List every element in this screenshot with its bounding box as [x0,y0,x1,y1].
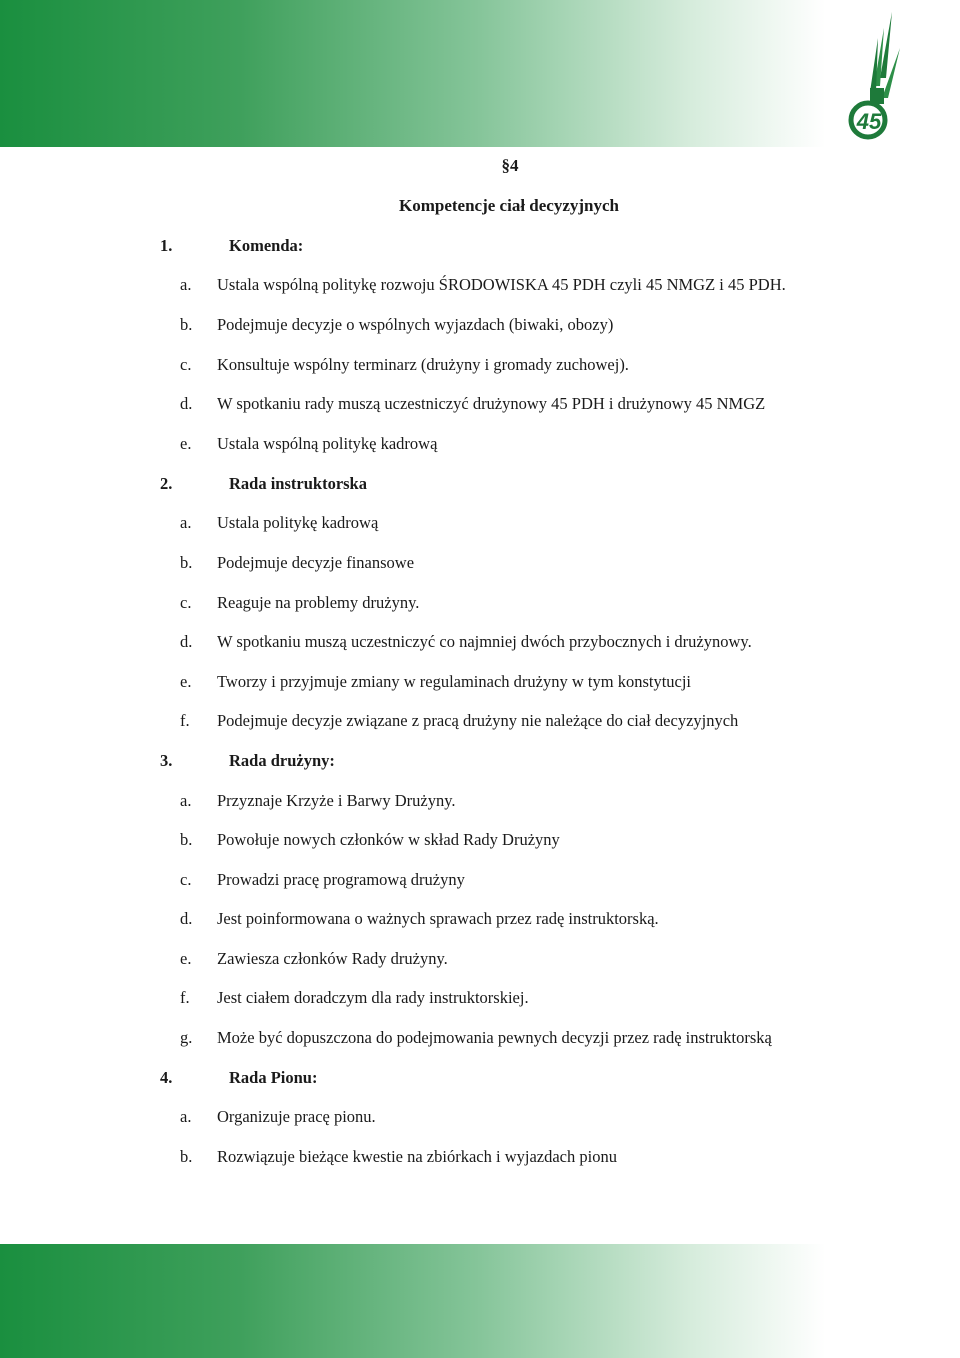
item-letter: d. [180,632,193,651]
item-letter: b. [180,830,193,849]
item-letter: a. [180,513,192,532]
item-text: Ustala wspólną politykę rozwoju ŚRODOWISKA 45 PDH czyli 45 NMGZ i 45 PDH. [217,275,786,294]
item-letter: c. [180,355,192,374]
item-letter: f. [180,711,190,730]
item-text: W spotkaniu rady muszą uczestniczyć drużynowy 45 PDH i drużynowy 45 NMGZ [217,394,766,413]
list-heading-text: Komenda: [229,236,304,255]
item-letter: b. [180,315,193,334]
item-text: Ustala wspólną politykę kadrową [217,434,438,453]
item-text: Ustala politykę kadrową [217,513,379,532]
item-text: Podejmuje decyzje finansowe [217,553,415,572]
list-heading-text: Rada drużyny: [229,751,335,770]
item-letter: c. [180,593,192,612]
footer-band [0,1244,960,1358]
item-text: Reaguje na problemy drużyny. [217,593,420,612]
section-title: Kompetencje ciał decyzyjnych [399,196,619,215]
list-number: 2. [160,474,173,493]
item-letter: b. [180,1147,193,1166]
organization-logo [840,8,910,140]
item-text: Rozwiązuje bieżące kwestie na zbiórkach i wyjazdach pionu [217,1147,617,1166]
item-text: Prowadzi pracę programową drużyny [217,870,465,889]
list-number: 3. [160,751,173,770]
item-text: Organizuje pracę pionu. [217,1107,376,1126]
item-letter: c. [180,870,192,889]
item-letter: e. [180,949,192,968]
logo-text: 45 [856,109,882,134]
section-mark: §4 [501,156,519,175]
item-letter: d. [180,394,193,413]
item-letter: a. [180,275,192,294]
item-text: W spotkaniu muszą uczestniczyć co najmniej dwóch przybocznych i drużynowy. [217,632,752,651]
list-heading-text: Rada instruktorska [229,474,367,493]
item-letter: a. [180,791,192,810]
item-text: Powołuje nowych członków w skład Rady Drużyny [217,830,560,849]
item-letter: e. [180,434,192,453]
item-text: Tworzy i przyjmuje zmiany w regulaminach drużyny w tym konstytucji [217,672,692,691]
item-letter: e. [180,672,192,691]
list-heading-text: Rada Pionu: [229,1068,318,1087]
list-number: 1. [160,236,173,255]
item-letter: g. [180,1028,193,1047]
item-letter: f. [180,988,190,1007]
item-text: Przyznaje Krzyże i Barwy Drużyny. [217,791,456,810]
header-band [0,0,960,147]
item-text: Konsultuje wspólny terminarz (drużyny i gromady zuchowej). [217,355,629,374]
item-letter: d. [180,909,193,928]
item-text: Jest ciałem doradczym dla rady instruktorskiej. [217,988,529,1007]
item-text: Podejmuje decyzje związane z pracą drużyny nie należące do ciał decyzyjnych [217,711,739,730]
item-text: Jest poinformowana o ważnych sprawach przez radę instruktorską. [217,909,659,928]
item-letter: a. [180,1107,192,1126]
item-letter: b. [180,553,193,572]
item-text: Podejmuje decyzje o wspólnych wyjazdach (biwaki, obozy) [217,315,614,334]
list-number: 4. [160,1068,173,1087]
item-text: Może być dopuszczona do podejmowania pewnych decyzji przez radę instruktorską [217,1028,772,1047]
item-text: Zawiesza członków Rady drużyny. [217,949,448,968]
